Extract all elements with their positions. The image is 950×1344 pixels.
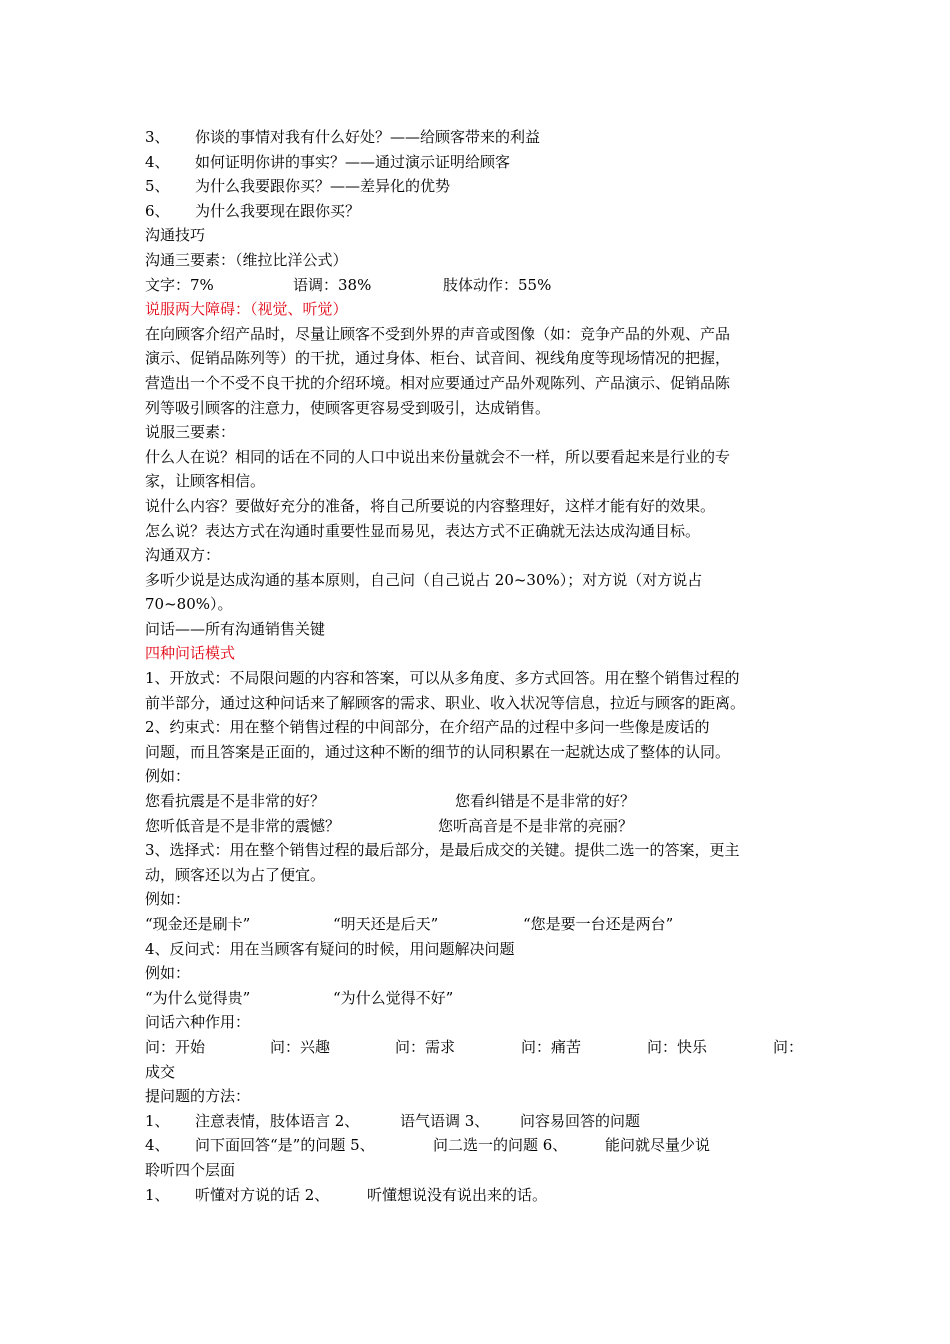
- paragraph-line: 问题，而且答案是正面的，通过这种不断的细节的认同积累在一起就达成了整体的认同。: [145, 742, 731, 761]
- example-row: 您看抗震是不是非常的好？ 您看纠错是不是非常的好？: [145, 792, 636, 811]
- document-body: [145, 125, 810, 1207]
- paragraph-line: 家，让顾客相信。: [145, 472, 266, 491]
- methods-row: 1、 注意表情，肢体语言 2、 语气语调 3、 问容易回答的问题: [145, 1111, 641, 1130]
- paragraph-line: 3、选择式：用在整个销售过程的最后部分，是最后成交的关键。提供二选一的答案，更主: [145, 841, 740, 860]
- section-heading: 沟通三要素：（维拉比洋公式）: [145, 250, 348, 269]
- section-heading: 沟通技巧: [145, 226, 206, 245]
- paragraph-line: 列等吸引顾客的注意力，使顾客更容易受到吸引，达成销售。: [145, 398, 551, 417]
- paragraph-line: 成交: [145, 1062, 176, 1081]
- list-item: 5、 为什么我要跟你买？——差异化的优势: [145, 177, 451, 196]
- section-heading: 问话——所有沟通销售关键: [145, 619, 326, 638]
- example-row: “为什么觉得贵” “为什么觉得不好”: [145, 988, 454, 1007]
- methods-row: 4、 问下面回答“是”的问题 5、 问二选一的问题 6、 能问就尽量少说: [145, 1136, 711, 1155]
- listening-row: 1、 听懂对方说的话 2、 听懂想说没有说出来的话。: [145, 1185, 548, 1204]
- paragraph-line: 说什么内容？要做好充分的准备，将自己所要说的内容整理好，这样才能有好的效果。: [145, 496, 716, 515]
- section-heading: 说服三要素：: [145, 423, 236, 442]
- paragraph-line: 1、开放式：不局限问题的内容和答案，可以从多角度、多方式回答。用在整个销售过程的: [145, 669, 740, 688]
- paragraph-line: 前半部分，通过这种问话来了解顾客的需求、职业、收入状况等信息，拉近与顾客的距离。: [145, 693, 746, 712]
- example-label: 例如：: [145, 964, 191, 983]
- paragraph-line: 演示、促销品陈列等）的干扰，通过身体、柜台、试音间、视线角度等现场情况的把握，: [145, 349, 731, 368]
- example-row: 您听低音是不是非常的震憾？ 您听高音是不是非常的亮丽？: [145, 816, 634, 835]
- six-functions-row: 问：开始 问：兴趣 问：需求 问：痛苦 问：快乐 问：: [145, 1037, 804, 1056]
- section-heading-red: 四种问话模式: [145, 644, 236, 663]
- section-heading: 沟通双方：: [145, 546, 221, 565]
- paragraph-line: 怎么说？表达方式在沟通时重要性显而易见，表达方式不正确就无法达成沟通目标。: [145, 521, 701, 540]
- list-item: 4、 如何证明你讲的事实？——通过演示证明给顾客: [145, 152, 511, 171]
- paragraph-line: 多听少说是达成沟通的基本原则，自己问（自己说占 20~30%）；对方说（对方说占: [145, 570, 703, 589]
- list-item: 3、 你谈的事情对我有什么好处？——给顾客带来的利益: [145, 128, 541, 146]
- paragraph-line: 动，顾客还以为占了便宜。: [145, 865, 326, 884]
- section-heading: 提问题的方法：: [145, 1087, 251, 1106]
- example-row: “现金还是刷卡” “明天还是后天” “您是要一台还是两台”: [145, 915, 674, 933]
- list-item: 6、 为什么我要现在跟你买？: [145, 201, 361, 220]
- three-elements-row: 文字：7% 语调：38% 肢体动作：55%: [145, 275, 552, 294]
- paragraph-line: 4、反问式：用在当顾客有疑问的时候，用问题解决问题: [145, 939, 515, 958]
- section-heading-red: 说服两大障碍：（视觉、听觉）: [145, 300, 348, 319]
- example-label: 例如：: [145, 890, 191, 909]
- paragraph-line: 70~80%）。: [145, 595, 233, 614]
- paragraph-line: 什么人在说？相同的话在不同的人口中说出来份量就会不一样，所以要看起来是行业的专: [145, 447, 731, 466]
- paragraph-line: 在向顾客介绍产品时，尽量让顾客不受到外界的声音或图像（如：竞争产品的外观、产品: [145, 324, 731, 343]
- section-heading: 问话六种作用：: [145, 1013, 251, 1032]
- paragraph-line: 2、约束式：用在整个销售过程的中间部分，在介绍产品的过程中多问一些像是废话的: [145, 718, 710, 737]
- paragraph-line: 营造出一个不受不良干扰的介绍环境。相对应要通过产品外观陈列、产品演示、促销品陈: [145, 373, 731, 392]
- example-label: 例如：: [145, 767, 191, 786]
- section-heading: 聆听四个层面: [145, 1160, 236, 1179]
